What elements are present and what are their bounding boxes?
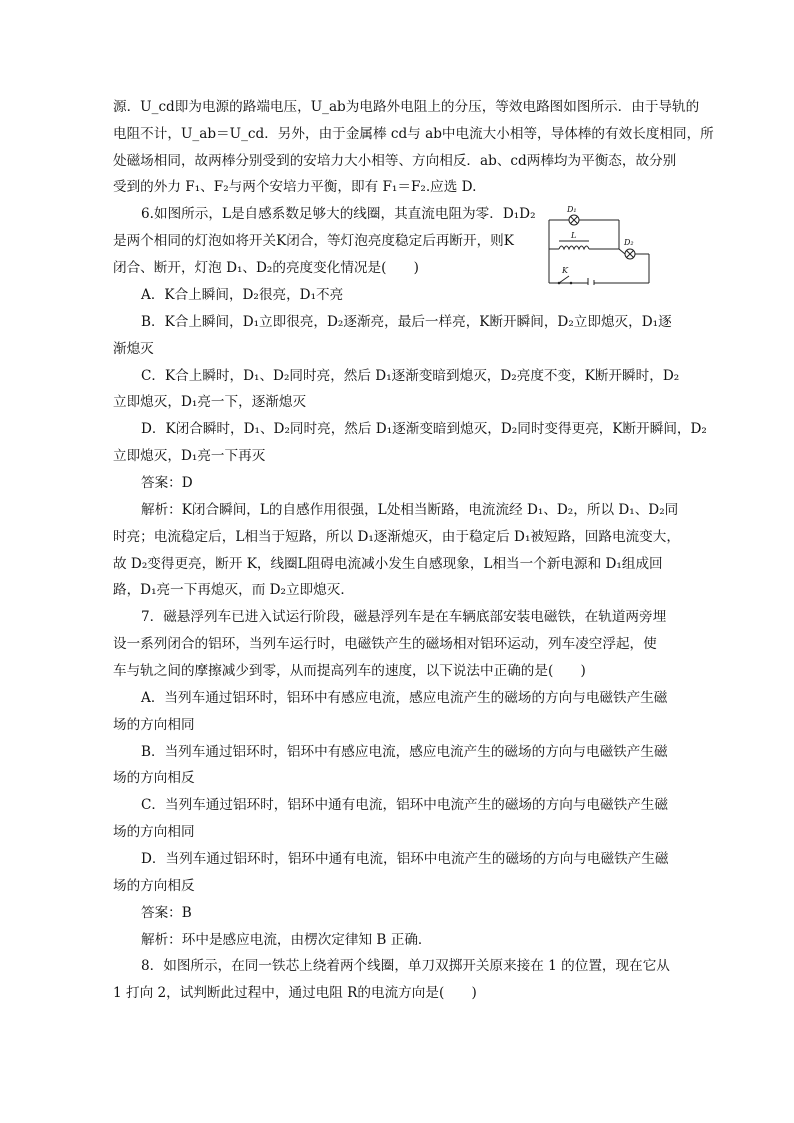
text-line: 立即熄灭，D₁亮一下，逐渐熄灭 xyxy=(113,394,307,410)
text-line: 路，D₁亮一下再熄灭，而 D₂立即熄灭． xyxy=(113,582,354,598)
text-line: 场的方向相同 xyxy=(113,717,195,733)
text-line: 设一系列闭合的铝环，当列车运行时，电磁铁产生的磁场相对铝环运动，列车凌空浮起，使 xyxy=(113,636,657,652)
text-line: 6.如图所示，L是自感系数足够大的线圈，其直流电阻为零．D₁D₂ xyxy=(141,206,536,222)
text-line: 电阻不计，U_ab＝U_cd．另外，由于金属棒 cd与 ab中电流大小相等，导体棒的有效长度相同，所 xyxy=(113,126,714,142)
text-line: C．K合上瞬时，D₁、D₂同时亮，然后 D₁逐渐变暗到熄灭，D₂亮度不变，K断开瞬时，D₂ xyxy=(141,368,680,384)
text-line: 时亮；电流稳定后，L相当于短路，所以 D₁逐渐熄灭，由于稳定后 D₁被短路，回路电流变大， xyxy=(113,529,680,545)
text-line: 场的方向相反 xyxy=(113,770,195,786)
lamp-d2-label: D₂ xyxy=(624,238,634,247)
text-line: B．K合上瞬间，D₁立即很亮，D₂逐渐亮，最后一样亮，K断开瞬间，D₂立即熄灭，D₁逐 xyxy=(141,314,672,330)
text-line: 1 打向 2，试判断此过程中，通过电阻 R的电流方向是( ) xyxy=(113,985,477,1001)
text-line: 闭合、断开，灯泡 D₁、D₂的亮度变化情况是( ) xyxy=(113,260,419,276)
lamp-d1-label: D₁ xyxy=(567,205,577,214)
text-line: B．当列车通过铝环时，铝环中有感应电流，感应电流产生的磁场的方向与电磁铁产生磁 xyxy=(141,744,668,760)
text-line: 解析：环中是感应电流，由楞次定律知 B 正确． xyxy=(141,932,432,948)
text-line: C．当列车通过铝环时，铝环中通有电流，铝环中电流产生的磁场的方向与电磁铁产生磁 xyxy=(141,797,668,813)
switch-label: K xyxy=(562,266,568,275)
text-line: 答案：B xyxy=(141,905,192,921)
text-line: 渐熄灭 xyxy=(113,341,154,357)
text-line: A．当列车通过铝环时，铝环中有感应电流，感应电流产生的磁场的方向与电磁铁产生磁 xyxy=(141,690,668,706)
text-line: D．当列车通过铝环时，铝环中通有电流，铝环中电流产生的磁场的方向与电磁铁产生磁 xyxy=(141,851,669,867)
text-line: 受到的外力 F₁、F₂与两个安培力平衡，即有 F₁＝F₂.应选 D. xyxy=(113,179,477,195)
text-line: 8．如图所示，在同一铁芯上绕着两个线圈，单刀双掷开关原来接在 1 的位置，现在它从 xyxy=(141,958,670,974)
text-line: A．K合上瞬间，D₂很亮，D₁不亮 xyxy=(141,287,344,303)
text-line: 是两个相同的灯泡如将开关K闭合，等灯泡亮度稳定后再断开，则K xyxy=(113,233,514,249)
text-line: 场的方向相同 xyxy=(113,824,195,840)
text-line: 答案：D xyxy=(141,475,193,491)
text-line: 场的方向相反 xyxy=(113,878,195,894)
text-line: 故 D₂变得更亮，断开 K，线圈L阻碍电流减小发生自感现象，L相当一个新电源和 D₁组成回 xyxy=(113,556,663,572)
text-line: 解析：K闭合瞬间，L的自感作用很强，L处相当断路，电流流经 D₁、D₂，所以 D₁、D₂同 xyxy=(141,502,679,518)
text-line: 车与轨之间的摩擦减少到零，从而提高列车的速度，以下说法中正确的是( ) xyxy=(113,663,586,679)
inductor-label: L xyxy=(571,231,577,240)
circuit-diagram xyxy=(545,203,655,285)
text-line: 处磁场相同，故两棒分别受到的安培力大小相等、方向相反．ab、cd两棒均为平衡态，故分别 xyxy=(113,153,677,169)
text-line: D．K闭合瞬时，D₁、D₂同时亮，然后 D₁逐渐变暗到熄灭，D₂同时变得更亮，K断开瞬间，D₂ xyxy=(141,421,707,437)
text-line: 源．U_cd即为电源的路端电压，U_ab为电路外电阻上的分压，等效电路图如图所示．由于导轨的 xyxy=(113,99,700,115)
text-line: 7．磁悬浮列车已进入试运行阶段，磁悬浮列车是在车辆底部安装电磁铁，在轨道两旁埋 xyxy=(141,609,667,625)
text-line: 立即熄灭，D₁亮一下再灭 xyxy=(113,448,266,464)
